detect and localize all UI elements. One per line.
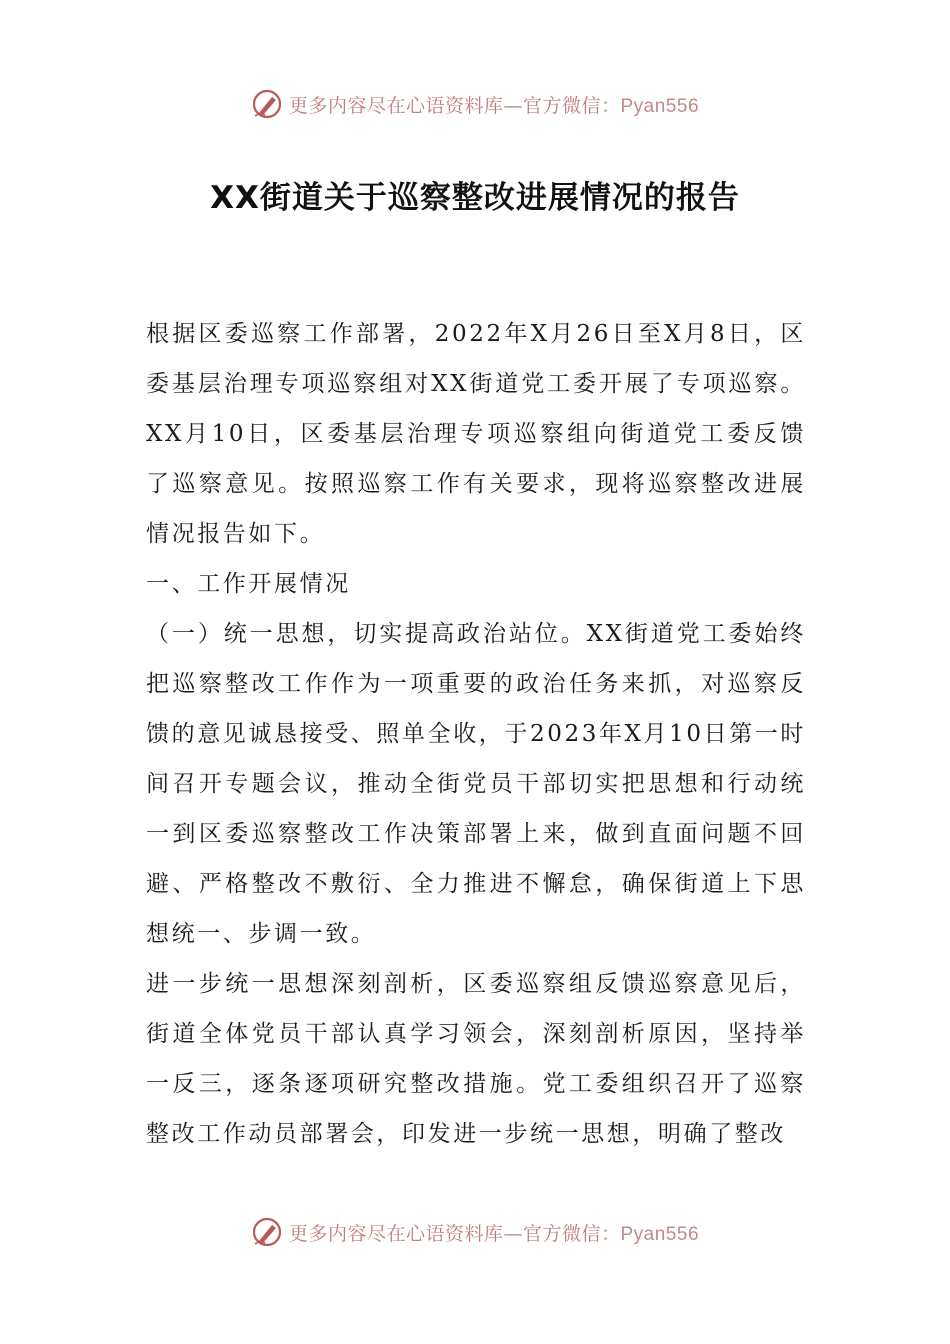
- pen-nib-circle-icon: [251, 1216, 283, 1248]
- document-title: XX街道关于巡察整改进展情况的报告: [210, 180, 740, 216]
- document-body: [146, 309, 806, 1159]
- paragraph-intro: 根据区委巡察工作部署，2022年X月26日至X月8日，区委基层治理专项巡察组对XX街道党工委开展了专项巡察。XX月10日，区委基层治理专项巡察组向街道党工委反馈了巡察意见。按照巡察工作有关要求，现将巡察整改进展情况报告如下。: [146, 321, 806, 547]
- watermark-text: [289, 1219, 699, 1246]
- watermark-main-text: 更多内容尽在心语资料库—官方微信：: [288, 94, 621, 117]
- watermark-wechat-id: Pyan556: [620, 95, 700, 117]
- watermark-text: [289, 91, 699, 118]
- watermark-wechat-id: Pyan556: [620, 1223, 700, 1245]
- pen-nib-circle-icon: [251, 88, 283, 120]
- paragraph-item-1: （一）统一思想，切实提高政治站位。XX街道党工委始终把巡察整改工作作为一项重要的政治任务来抓，对巡察反馈的意见诚恳接受、照单全收，于2023年X月10日第一时间召开专题会议，推动全街党员干部切实把思想和行动统一到区委巡察整改工作决策部署上来，做到直面问题不回避、严格整改不敷衍、全力推进不懈怠，确保街道上下思想统一、步调一致。: [146, 621, 806, 947]
- footer-watermark: [0, 1212, 950, 1252]
- paragraph-further: 进一步统一思想深刻剖析，区委巡察组反馈巡察意见后，街道全体党员干部认真学习领会，深刻剖析原因，坚持举一反三，逐条逐项研究整改措施。党工委组织召开了巡察整改工作动员部署会，印发进一步统一思想，明确了整改: [146, 971, 806, 1147]
- watermark-main-text: 更多内容尽在心语资料库—官方微信：: [288, 1222, 621, 1245]
- header-watermark: [0, 84, 950, 124]
- section-heading: 一、工作开展情况: [146, 571, 351, 597]
